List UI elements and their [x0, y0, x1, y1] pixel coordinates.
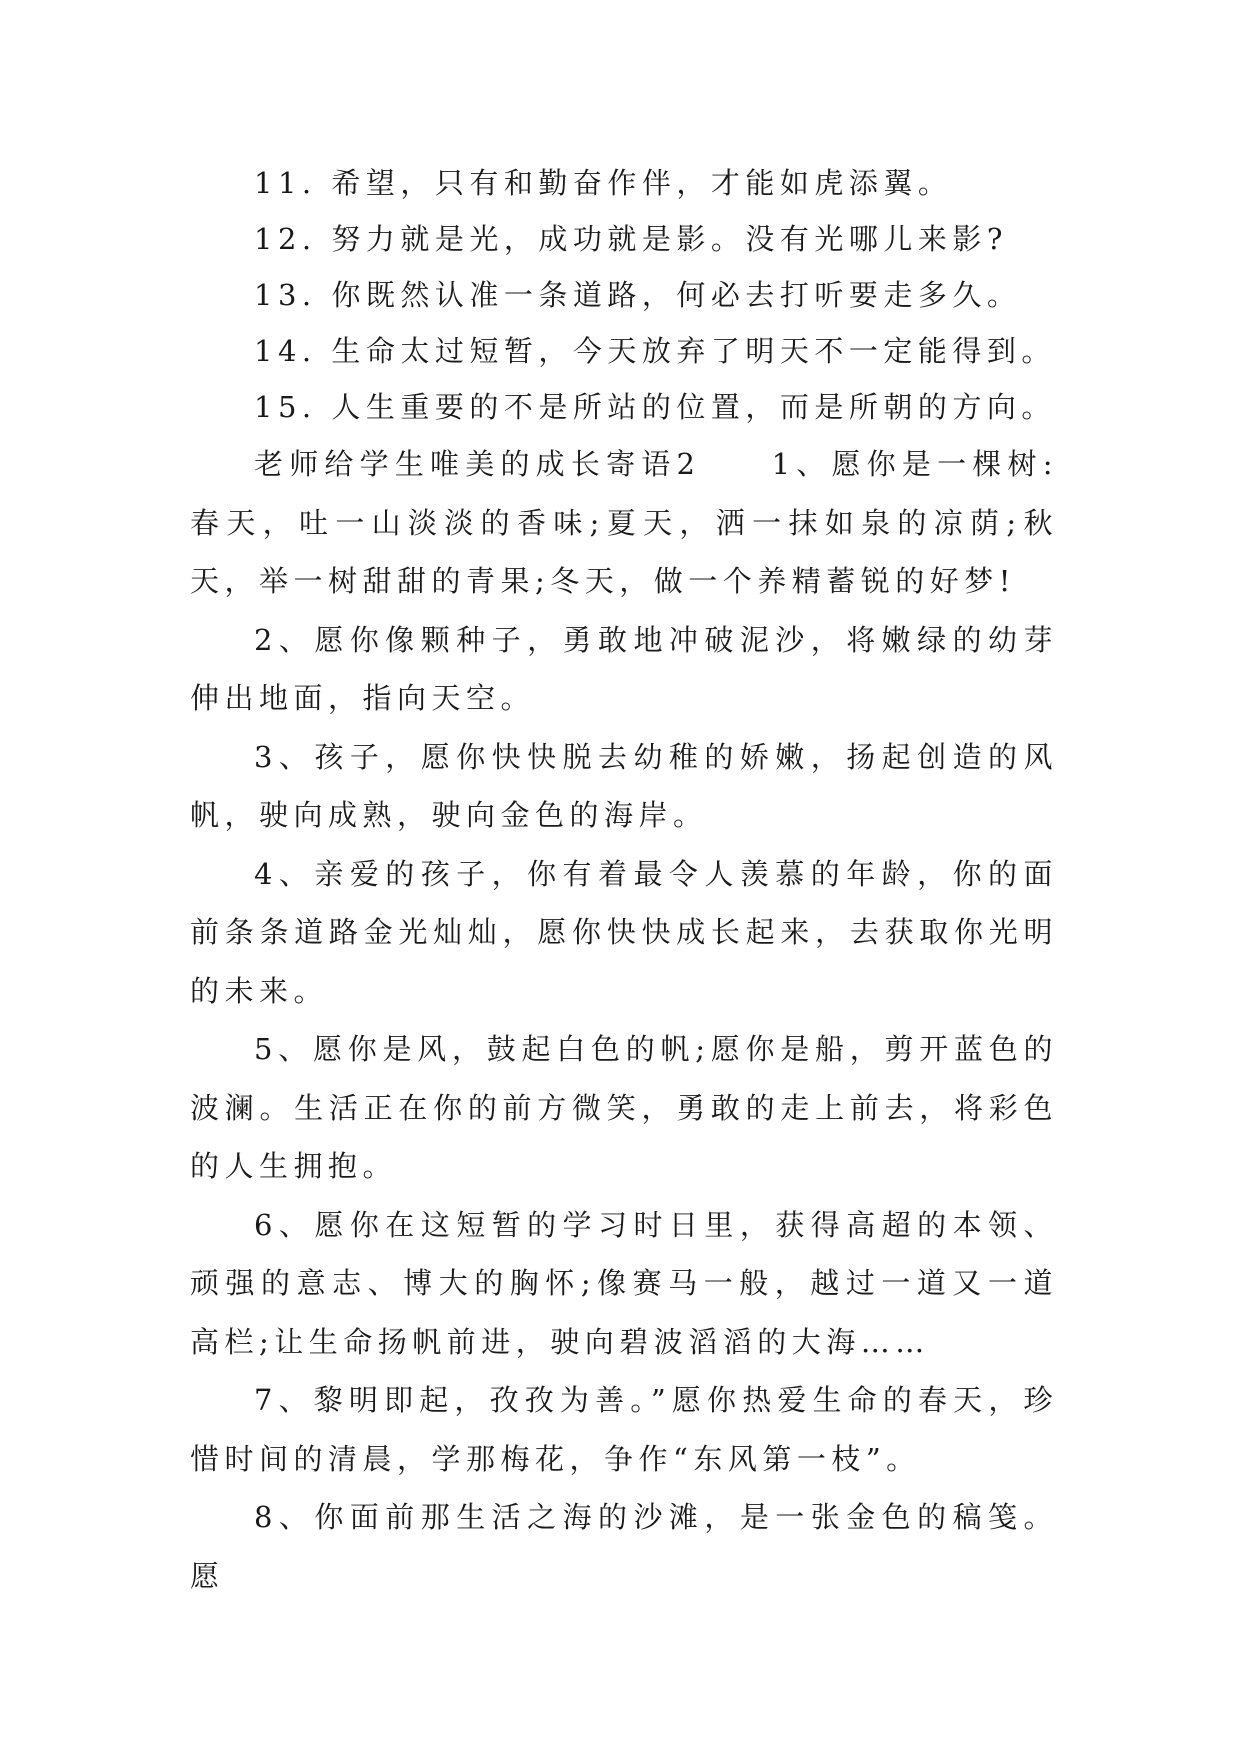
- paragraph-12: 12. 努力就是光，成功就是影。没有光哪儿来影?: [254, 222, 1008, 256]
- paragraph-section-heading: 老师给学生唯美的成长寄语2 1、愿你是一棵树:春天，吐一山淡淡的香味;夏天，洒一抹如泉的凉荫;秋天，举一树甜甜的青果;冬天，做一个养精蓄锐的好梦!: [190, 447, 1058, 598]
- paragraph-15: 15. 人生重要的不是所站的位置，而是所朝的方向。: [254, 390, 1056, 424]
- paragraph-wish-3: 3、孩子，愿你快快脱去幼稚的娇嫩，扬起创造的风帆，驶向成熟，驶向金色的海岸。: [190, 739, 1058, 832]
- paragraph-wish-6: 6、愿你在这短暂的学习时日里，获得高超的本领、顽强的意志、博大的胸怀;像赛马一般，越过一道又一道高栏;让生命扬帆前进，驶向碧波滔滔的大海……: [190, 1207, 1058, 1359]
- paragraph-wish-2: 2、愿你像颗种子，勇敢地冲破泥沙，将嫩绿的幼芽伸出地面，指向天空。: [190, 622, 1058, 715]
- document-body: [190, 155, 1058, 1605]
- paragraph-13: 13. 你既然认准一条道路，何必去打听要走多久。: [254, 278, 1022, 312]
- paragraph-wish-4: 4、亲爱的孩子，你有着最令人羡慕的年龄，你的面前条条道路金光灿灿，愿你快快成长起来，去获取你光明的未来。: [190, 856, 1058, 1008]
- paragraph-14: 14. 生命太过短暂，今天放弃了明天不一定能得到。: [254, 334, 1056, 368]
- paragraph-wish-8: 8、你面前那生活之海的沙滩，是一张金色的稿笺。愿: [190, 1500, 1058, 1593]
- paragraph-wish-7: 7、黎明即起，孜孜为善。”愿你热爱生命的春天，珍惜时间的清晨，学那梅花，争作“东风第一枝”。: [190, 1383, 1058, 1476]
- paragraph-wish-5: 5、愿你是风，鼓起白色的帆;愿你是船，剪开蓝色的波澜。生活正在你的前方微笑，勇敢的走上前去，将彩色的人生拥抱。: [190, 1032, 1058, 1183]
- paragraph-11: 11. 希望，只有和勤奋作伴，才能如虎添翼。: [254, 166, 953, 200]
